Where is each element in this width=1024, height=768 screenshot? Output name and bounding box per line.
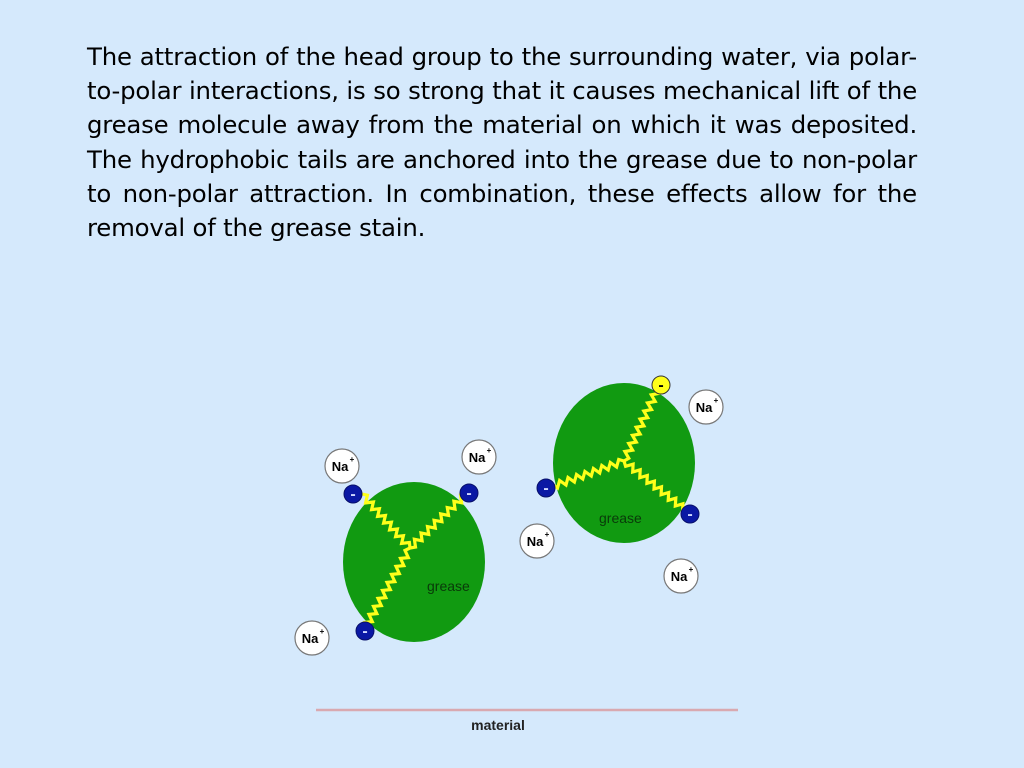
negative-charge-label: - <box>687 506 693 523</box>
negative-charge-label: - <box>466 485 472 502</box>
grease-droplet-left <box>343 482 485 642</box>
positive-charge-label: + <box>349 455 355 464</box>
explanation-paragraph: The attraction of the head group to the surrounding water, via polar-to-polar interactions, is so strong that it causes mechanical lift of the grease molecule away from the material on which it was deposited. The hydrophobic tails are anchored into the grease due to non-polar to non-polar attraction. In combination, these effects allow for the removal of the grease stain. <box>87 42 917 243</box>
polar-head-group <box>537 479 555 497</box>
polar-head-group <box>356 622 374 640</box>
material-label: material <box>471 717 525 733</box>
sodium-ion <box>520 524 554 558</box>
positive-charge-label: + <box>486 446 492 455</box>
sodium-ion-label: Na <box>301 631 319 646</box>
polar-head-group <box>460 484 478 502</box>
negative-charge-label: - <box>362 623 368 640</box>
polar-head-group <box>681 505 699 523</box>
polar-head-group <box>652 376 670 394</box>
sodium-ion <box>325 449 359 483</box>
sodium-ion <box>295 621 329 655</box>
positive-charge-label: + <box>713 396 719 405</box>
positive-charge-label: + <box>544 530 550 539</box>
sodium-ion <box>664 559 698 593</box>
sodium-ion-label: Na <box>331 459 349 474</box>
grease-label: grease <box>599 510 642 526</box>
sodium-ion-label: Na <box>695 400 713 415</box>
grease-droplet-right <box>548 383 695 543</box>
grease-blob <box>343 482 485 642</box>
sodium-ion-label: Na <box>468 450 486 465</box>
negative-charge-label: - <box>543 480 549 497</box>
positive-charge-label: + <box>688 565 694 574</box>
positive-charge-label: + <box>319 627 325 636</box>
polar-head-group <box>344 485 362 503</box>
grease-label: grease <box>427 578 470 594</box>
sodium-ion-label: Na <box>670 569 688 584</box>
negative-charge-label: - <box>658 377 664 394</box>
sodium-ion <box>689 390 723 424</box>
sodium-ion <box>462 440 496 474</box>
sodium-ion-label: Na <box>526 534 544 549</box>
negative-charge-label: - <box>350 486 356 503</box>
